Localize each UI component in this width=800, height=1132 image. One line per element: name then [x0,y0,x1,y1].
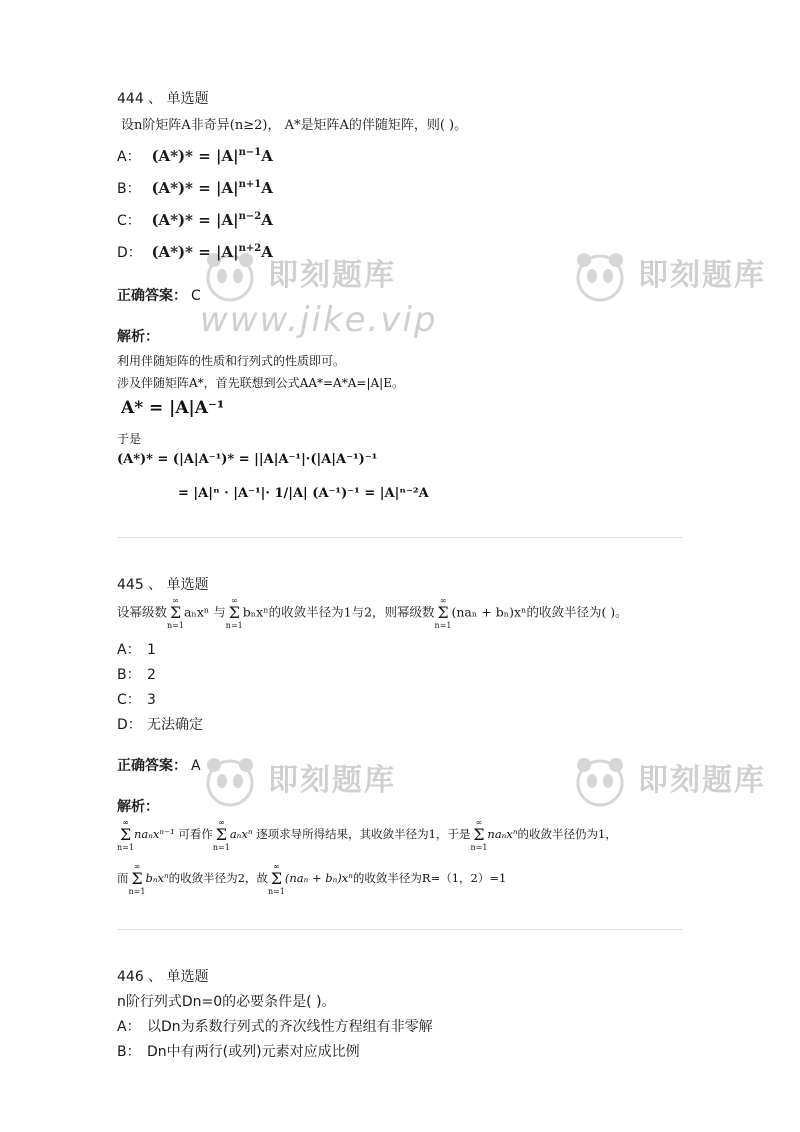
option-text: 1 [147,642,156,658]
question-446-stem: n阶行列式Dn=0的必要条件是( )。 [117,994,336,1010]
option-label: B： [117,667,141,683]
option-label: B： [117,1044,141,1060]
watermark-text-cn: 即刻题库 [638,763,766,798]
option-text: Dn中有两行(或列)元素对应成比例 [147,1044,360,1060]
answer-label: 正确答案： [117,758,187,774]
option-formula: $(A*)* = |A|^{n-2}A$ [151,211,273,229]
question-444-title: 444 、 单选题 [117,91,209,107]
answer-label: 正确答案： [117,288,187,304]
option-label: D： [117,717,142,733]
watermark-text-cn: 即刻题库 [638,258,766,293]
answer-value: A [191,758,201,774]
question-444-stem: 设n阶矩阵A非奇异(n≥2)， A*是矩阵A的伴随矩阵，则( )。 [121,118,468,133]
analysis-formula: A* = |A|A⁻¹ [121,398,225,418]
analysis-line: ∞ Σ n=1naₙxⁿ⁻¹ 可看作∞ Σ n=1aₙxⁿ 逐项求导所得结果，其收敛半径为1，于是∞ Σ n=1naₙxⁿ的收敛半径仍为1， [117,818,617,852]
option-label: C： [117,213,141,229]
option-text: 2 [147,667,156,683]
question-444-option-b[interactable] [117,178,273,198]
question-445-analysis-label: 解析： [117,799,159,815]
question-444-option-a[interactable] [117,146,273,166]
sum-symbol: ∞ Σ n=1 [212,818,230,852]
panda-logo-icon [570,248,630,308]
sum-symbol: ∞ Σ n=1 [117,818,134,852]
question-445-option-a[interactable] [117,639,156,659]
question-445-answer [117,755,201,775]
option-label: A： [117,1019,141,1035]
analysis-line: 利用伴随矩阵的性质和行列式的性质即可。 [117,354,346,368]
option-text: 3 [147,692,156,708]
question-445-option-c[interactable] [117,689,156,709]
option-text: 无法确定 [147,717,203,733]
watermark-text-cn: 即刻题库 [268,763,396,798]
sum-symbol: ∞ Σ n=1 [128,862,146,896]
question-446-title: 446 、 单选题 [117,969,209,985]
analysis-formula: = |A|ⁿ · |A⁻¹|· 1/|A| (A⁻¹)⁻¹ = |A|ⁿ⁻²A [178,486,429,501]
analysis-formula: (A*)* = (|A|A⁻¹)* = ||A|A⁻¹|·(|A|A⁻¹)⁻¹ [117,452,378,467]
analysis-line: 于是 [117,432,142,446]
option-formula: $(A*)* = |A|^{n+1}A$ [151,179,273,197]
option-label: A： [117,642,141,658]
panda-logo-icon [570,753,630,813]
question-444-option-d[interactable] [117,242,273,262]
panda-logo-icon [200,753,260,813]
sum-symbol: ∞ Σ n=1 [434,596,452,630]
question-445-option-d[interactable] [117,714,203,734]
option-label: A： [117,149,141,165]
divider [117,537,683,538]
question-444-option-c[interactable] [117,210,273,230]
question-446-option-b[interactable] [117,1041,360,1061]
watermark-text-url: www.jike.vip [200,300,438,340]
question-445-option-b[interactable] [117,664,156,684]
question-445-stem: 设幂级数∞ Σ n=1aₙxⁿ 与∞ Σ n=1bₙxⁿ的收敛半径为1与2，则幂级数∞ Σ n=1(naₙ + bₙ)xⁿ的收敛半径为( )。 [117,596,628,630]
option-formula: $(A*)* = |A|^{n-1}A$ [151,147,273,165]
question-446-option-a[interactable] [117,1016,433,1036]
sum-symbol: ∞ Σ n=1 [167,596,184,630]
sum-symbol: ∞ Σ n=1 [470,818,488,852]
option-label: D： [117,245,142,261]
watermark-text-cn: 即刻题库 [268,258,396,293]
option-label: B： [117,181,141,197]
option-formula: $(A*)* = |A|^{n+2}A$ [151,243,273,261]
analysis-line: 而∞ Σ n=1bₙxⁿ的收敛半径为2，故∞ Σ n=1(naₙ + bₙ)xⁿ的收敛半径为R=（1，2）=1 [117,862,507,896]
divider [117,929,683,930]
option-text: 以Dn为系数行列式的齐次线性方程组有非零解 [147,1019,433,1035]
question-444-answer [117,285,201,305]
option-label: C： [117,692,141,708]
question-444-analysis-label: 解析： [117,329,159,345]
sum-symbol: ∞ Σ n=1 [225,596,243,630]
answer-value: C [191,288,201,304]
question-445-title: 445 、 单选题 [117,577,209,593]
sum-symbol: ∞ Σ n=1 [267,862,285,896]
analysis-line: 涉及伴随矩阵A*，首先联想到公式AA*=A*A=|A|E。 [117,376,404,390]
